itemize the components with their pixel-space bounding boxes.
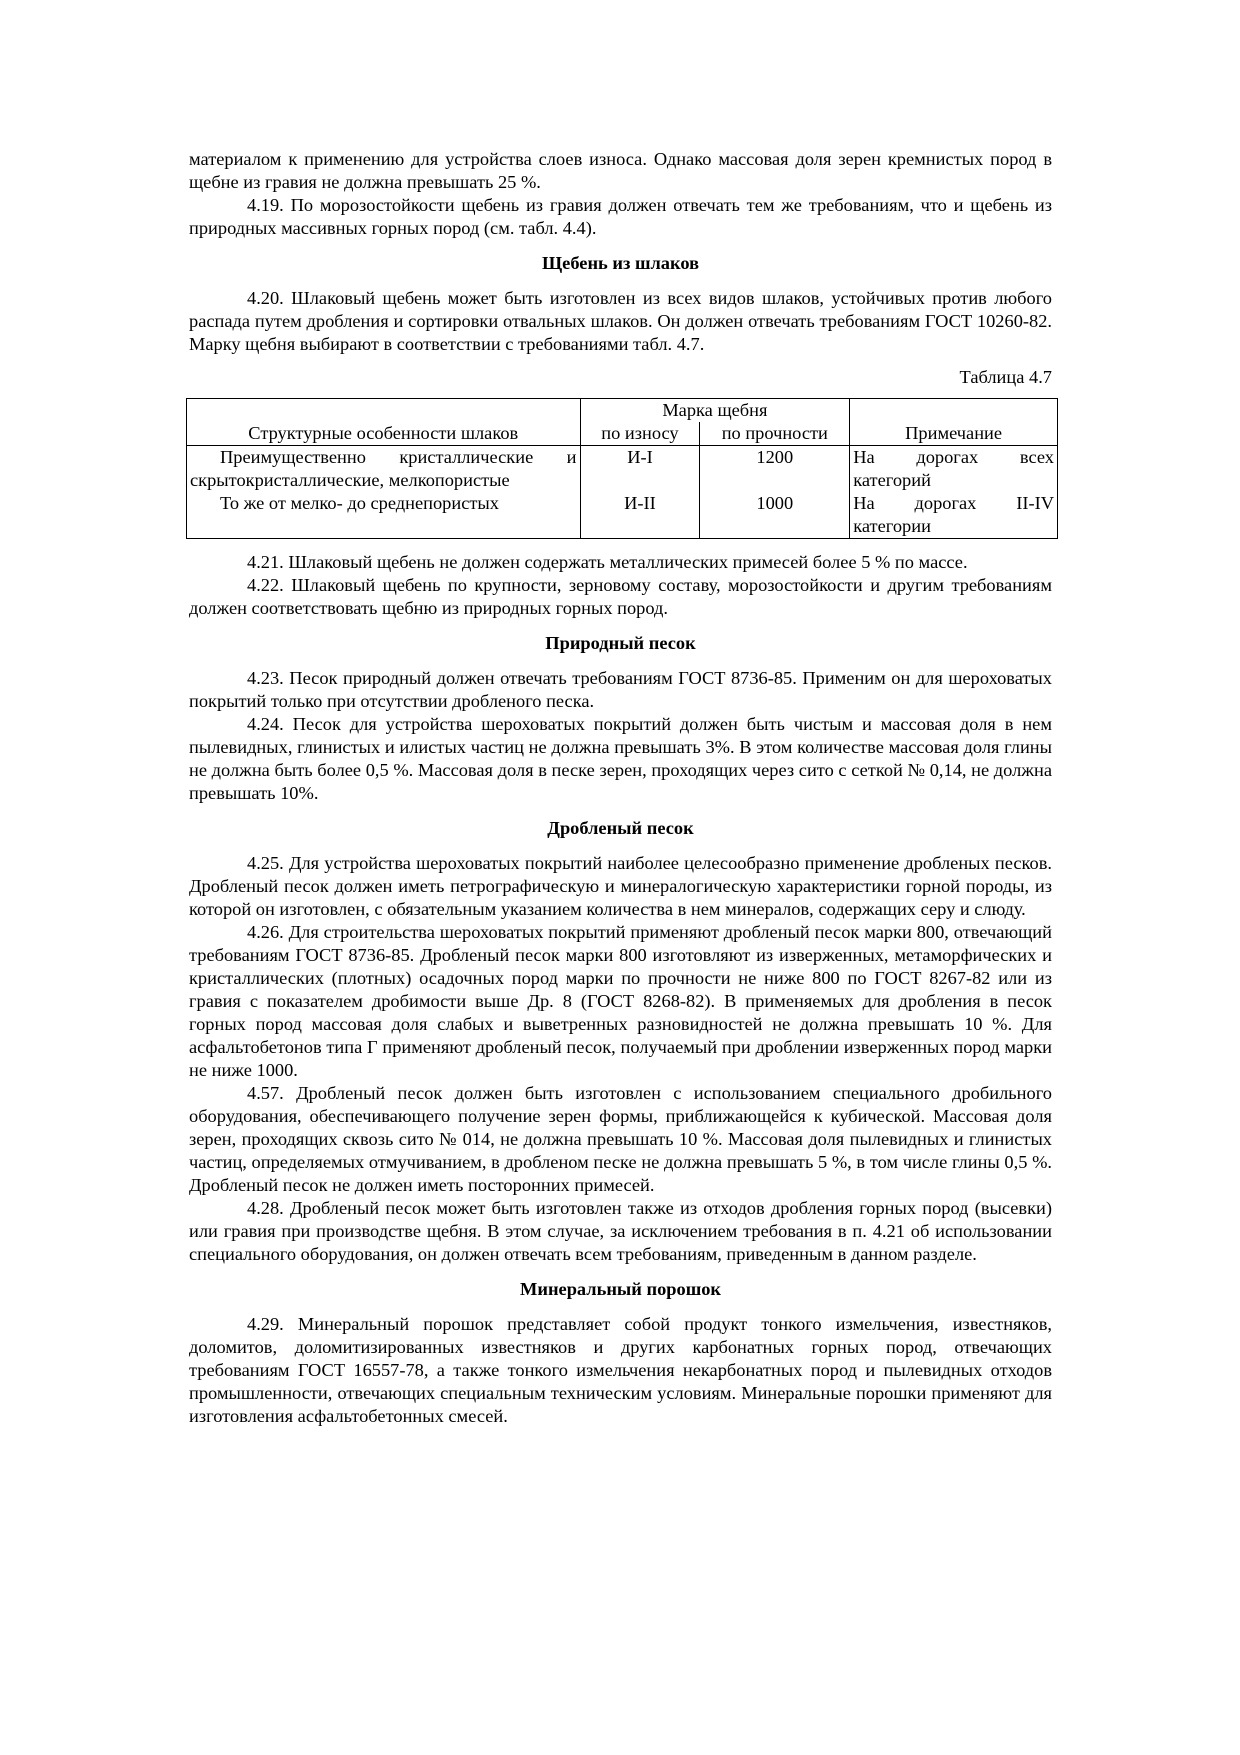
paragraph-4-57: 4.57. Дробленый песок должен быть изготовлен с использованием специального дробильного оборудования, обеспечивающего получение зерен формы, приближающейся к кубической. Массовая доля зерен, проходящих сквозь сито № 014, не должна превышать 10 %. Массовая доля пылевидных и глинистых частиц, определяемых отмучиванием, в дробленом песке не должна превышать 5 %, в том числе глины 0,5 %. Дробленый песок не должен иметь посторонних примесей.	[189, 1083, 1052, 1195]
cell-note-line1: На дорогах II-IV	[853, 493, 1054, 513]
cell-note-line2: категорий	[853, 470, 931, 490]
cell-note-line1: На дорогах всех	[853, 447, 1054, 467]
cell-note	[850, 446, 1058, 493]
table-header-row-1	[187, 399, 1058, 423]
paragraph-4-19: 4.19. По морозостойкости щебень из гравия должен отвечать тем же требованиям, что и щебень из природных массивных горных пород (см. табл. 4.4).	[189, 195, 1052, 238]
table-label: Таблица 4.7	[959, 367, 1052, 387]
header-structure: Структурные особенности шлаков	[248, 423, 519, 443]
section-heading-slag-crushed-stone: Щебень из шлаков	[541, 253, 700, 273]
paragraph-continuation: материалом к применению для устройства слоев износа. Однако массовая доля зерен кремнистых пород в щебне из гравия не должна превышать 25 %.	[189, 149, 1052, 192]
cell-strength: 1000	[700, 492, 850, 539]
cell-wear: И-II	[580, 492, 700, 539]
paragraph-4-28: 4.28. Дробленый песок может быть изготовлен также из отходов дробления горных пород (высевки) или гравия при производстве щебня. В этом случае, за исключением требования в п. 4.21 об использовании специального оборудования, он должен отвечать всем требованиям, приведенным в данном разделе.	[189, 1198, 1052, 1264]
table-row	[187, 492, 1058, 539]
paragraph-4-29: 4.29. Минеральный порошок представляет собой продукт тонкого измельчения, известняков, доломитов, доломитизированных известняков и других карбонатных горных пород, отвечающих требованиям ГОСТ 16557-78, а также тонкого измельчения некарбонатных пород и пылевидных отходов промышленности, отвечающих специальным техническим условиям. Минеральные порошки применяют для изготовления асфальтобетонных смесей.	[189, 1314, 1052, 1426]
slag-grade-table	[186, 398, 1058, 539]
section-heading-natural-sand: Природный песок	[545, 633, 696, 653]
cell-strength: 1200	[700, 446, 850, 493]
paragraph-4-20: 4.20. Шлаковый щебень может быть изготовлен из всех видов шлаков, устойчивых против любого распада путем дробления и сортировки отвальных шлаков. Он должен отвечать требованиям ГОСТ 10260-82. Марку щебня выбирают в соответствии с требованиями табл. 4.7.	[189, 288, 1052, 354]
paragraph-4-26: 4.26. Для строительства шероховатых покрытий применяют дробленый песок марки 800, отвечающий требованиям ГОСТ 8736-85. Дробленый песок марки 800 изготовляют из изверженных, метаморфических и кристаллических (плотных) осадочных пород марки по прочности не ниже 800 по ГОСТ 8267-82 или из гравия с показателем дробимости выше Др. 8 (ГОСТ 8268-82). В применяемых для дробления в песок горных пород массовая доля слабых и выветренных разновидностей не должна превышать 10 %. Для асфальтобетонов типа Г применяют дробленый песок, получаемый при дроблении изверженных пород марки не ниже 1000.	[189, 922, 1052, 1080]
cell-note	[850, 492, 1058, 539]
header-wear: по износу	[580, 422, 700, 446]
header-strength: по прочности	[700, 422, 850, 446]
header-grade-group: Марка щебня	[580, 399, 850, 423]
cell-structure-line1: Преимущественно кристаллические и	[220, 447, 577, 467]
paragraph-4-23: 4.23. Песок природный должен отвечать требованиям ГОСТ 8736-85. Применим он для шероховатых покрытий только при отсутствии дробленого песка.	[189, 668, 1052, 711]
cell-structure	[187, 492, 581, 539]
cell-structure-line2: скрытокристаллические, мелкопористые	[190, 470, 510, 490]
cell-structure-line1: То же от мелко- до среднепористых	[220, 493, 499, 513]
section-heading-mineral-powder: Минеральный порошок	[519, 1279, 722, 1299]
header-note: Примечание	[850, 399, 1058, 446]
cell-note-line2: категории	[853, 516, 931, 536]
cell-structure	[187, 446, 581, 493]
section-heading-crushed-sand: Дробленый песок	[547, 818, 694, 838]
paragraph-4-24: 4.24. Песок для устройства шероховатых покрытий должен быть чистым и массовая доля в нем пылевидных, глинистых и илистых частиц не должна превышать 3%. В этом количестве массовая доля глины не должна быть более 0,5 %. Массовая доля в песке зерен, проходящих через сито с сеткой № 0,14, не должна превышать 10%.	[189, 714, 1052, 803]
cell-wear: И-I	[580, 446, 700, 493]
paragraph-4-21: 4.21. Шлаковый щебень не должен содержать металлических примесей более 5 % по массе.	[247, 552, 968, 572]
paragraph-4-25: 4.25. Для устройства шероховатых покрытий наиболее целесообразно применение дробленых песков. Дробленый песок должен иметь петрографическую и минералогическую характеристики горной породы, из которой он изготовлен, с обязательным указанием количества в нем минералов, содержащих серу и слюду.	[189, 853, 1052, 919]
document-page	[189, 148, 1052, 1428]
paragraph-4-22: 4.22. Шлаковый щебень по крупности, зерновому составу, морозостойкости и другим требованиям должен соответствовать щебню из природных горных пород.	[189, 575, 1052, 618]
table-row	[187, 446, 1058, 493]
